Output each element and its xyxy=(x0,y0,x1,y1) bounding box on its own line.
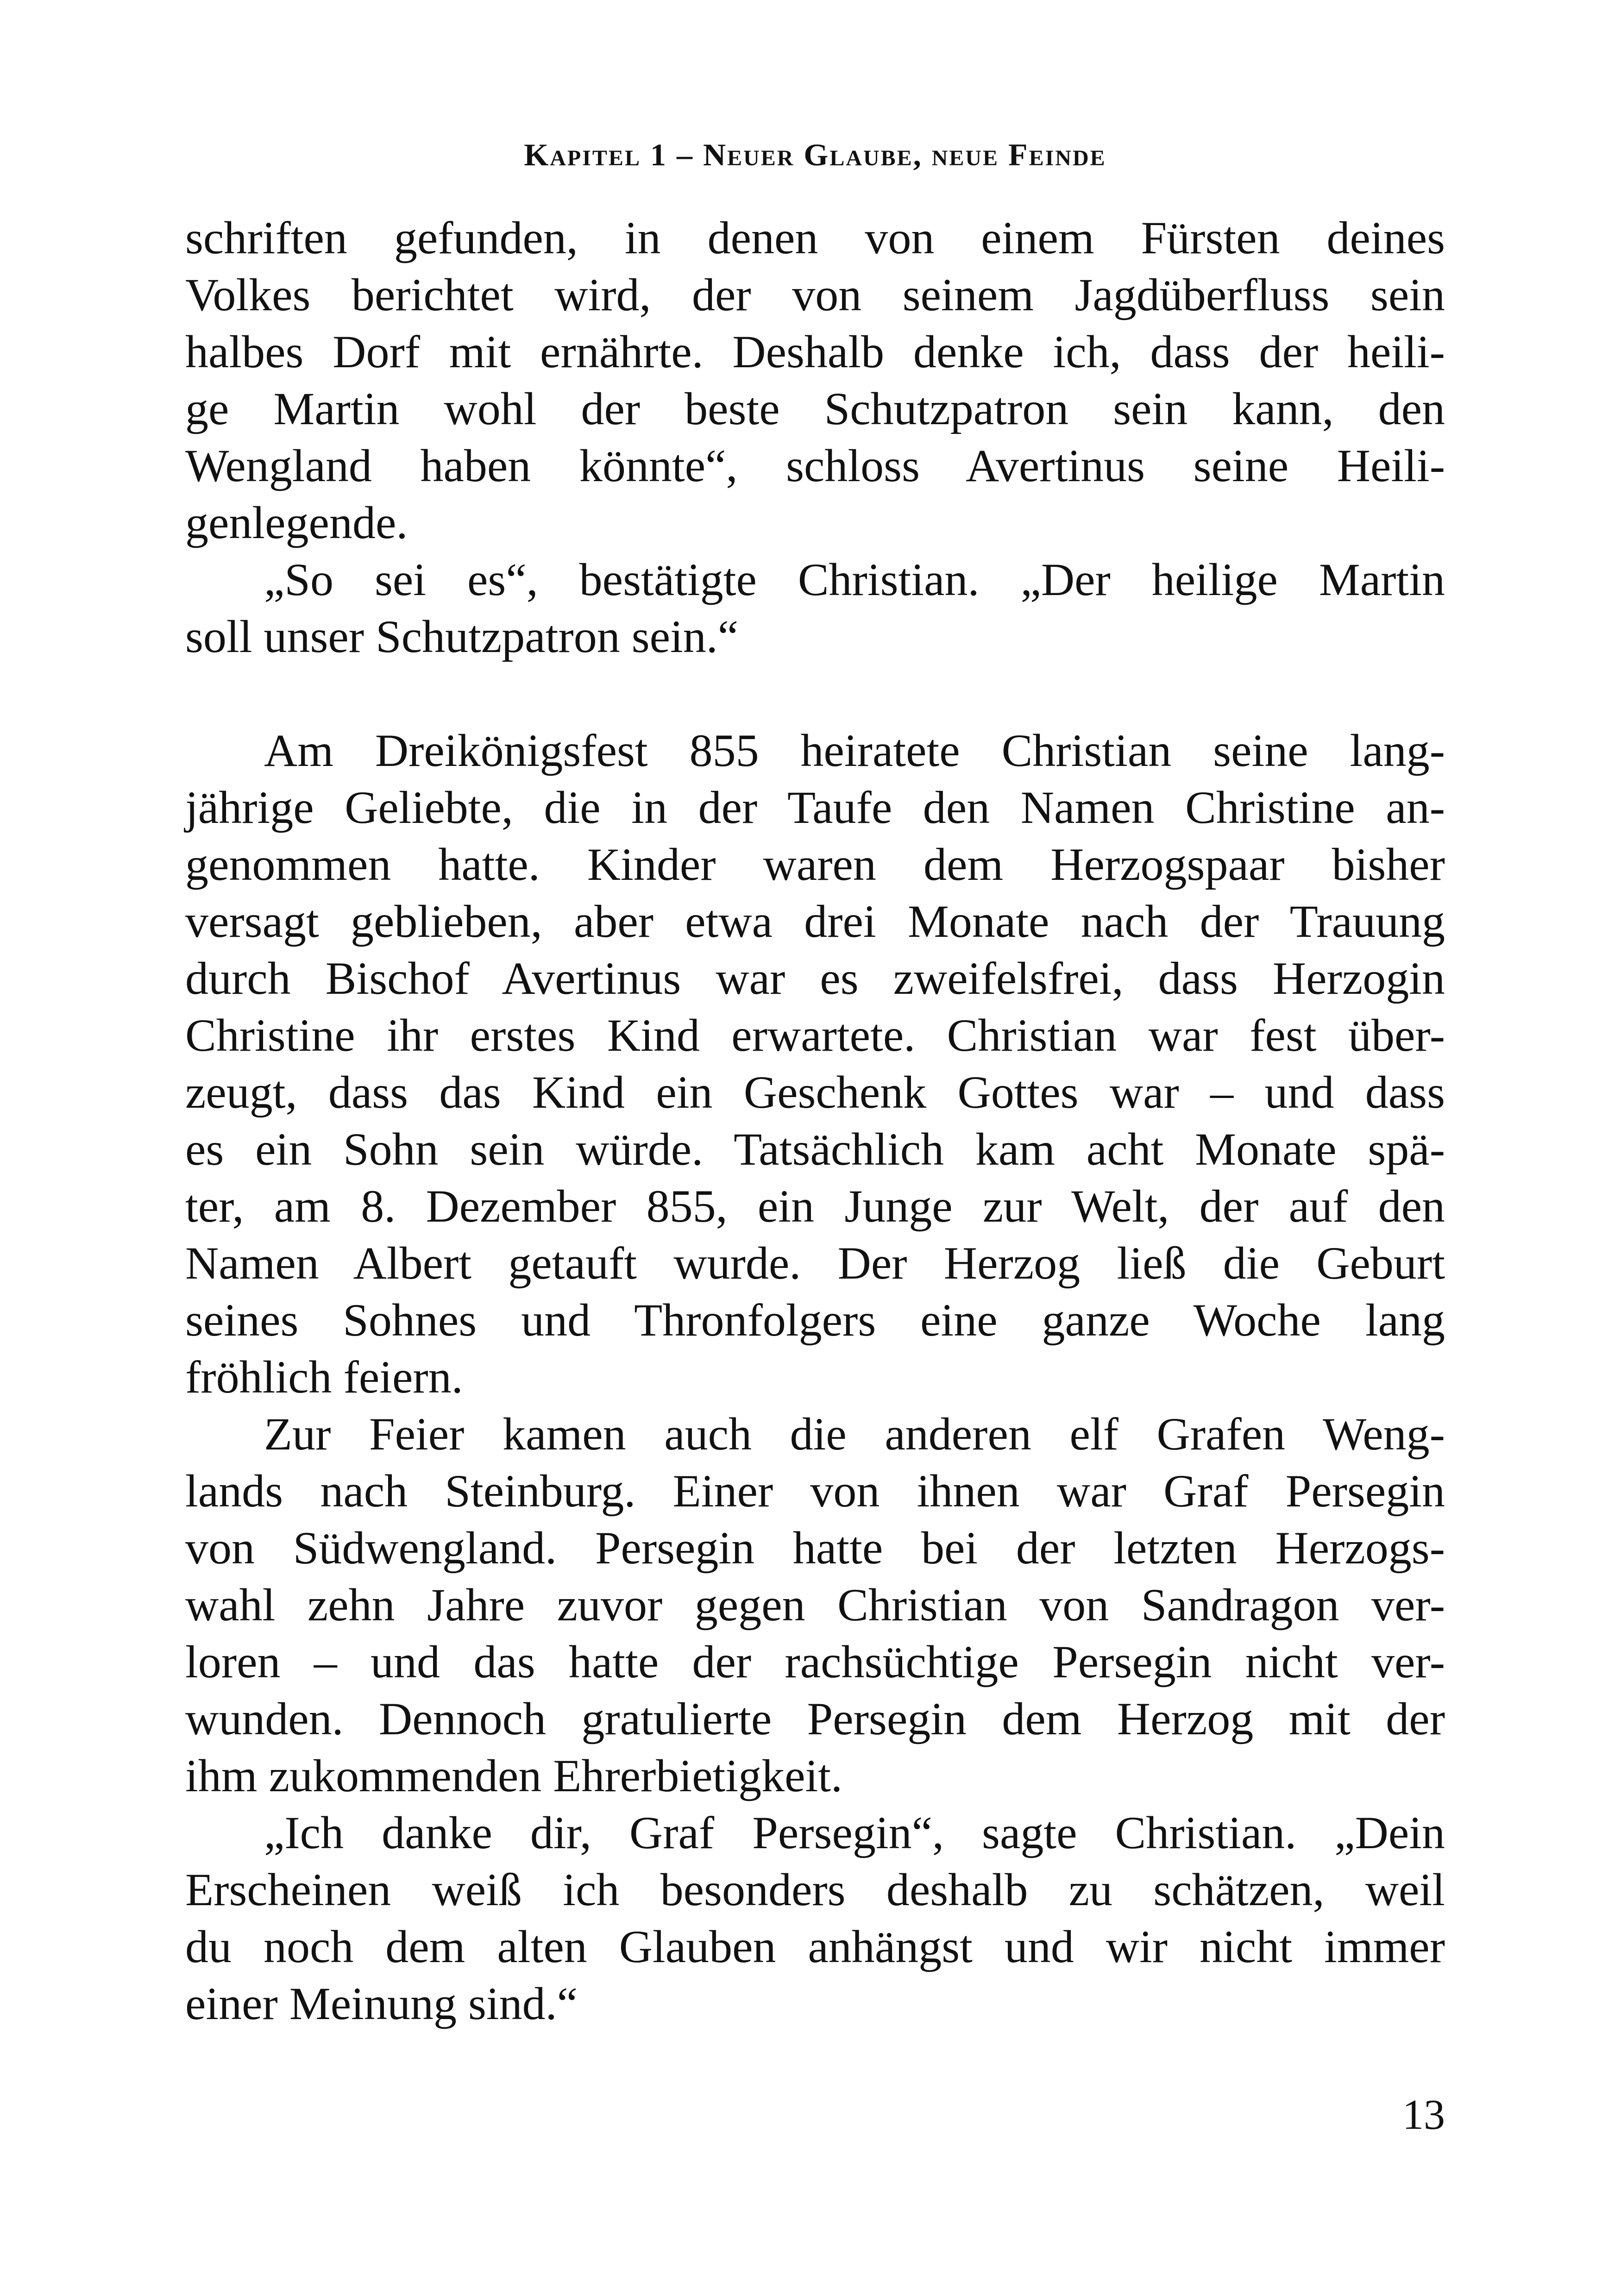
text-line: Erscheinen weiß ich besonders deshalb zu schätzen, weil xyxy=(185,1864,1445,1915)
text-line: Namen Albert getauft wurde. Der Herzog ließ die Geburt xyxy=(185,1237,1445,1289)
body-text xyxy=(185,209,1445,2032)
text-line: Christine ihr erstes Kind erwartete. Christian war fest über- xyxy=(185,1010,1445,1061)
text-line: ter, am 8. Dezember 855, ein Junge zur Welt, der auf den xyxy=(185,1180,1445,1232)
text-line: Zur Feier kamen auch die anderen elf Grafen Weng- xyxy=(264,1408,1445,1460)
section-break xyxy=(185,665,1445,722)
text-line: von Südwengland. Persegin hatte bei der letzten Herzogs- xyxy=(185,1522,1445,1574)
text-line: du noch dem alten Glauben anhängst und wir nicht immer xyxy=(185,1921,1445,1972)
text-line: soll unser Schutzpatron sein.“ xyxy=(185,611,739,662)
text-line: seines Sohnes und Thronfolgers eine ganze Woche lang xyxy=(185,1294,1445,1346)
text-line: schriften gefunden, in denen von einem Fürsten deines xyxy=(185,212,1445,263)
paragraph-4 xyxy=(185,1405,1445,1804)
text-line: Volkes berichtet wird, der von seinem Jagdüberfluss sein xyxy=(185,269,1445,320)
paragraph-2 xyxy=(185,551,1445,665)
text-line: fröhlich feiern. xyxy=(185,1351,463,1403)
text-line: Wengland haben könnte“, schloss Avertinus seine Heili- xyxy=(185,440,1445,491)
text-line: „So sei es“, bestätigte Christian. „Der heilige Martin xyxy=(264,554,1445,605)
paragraph-5 xyxy=(185,1804,1445,2032)
text-line: durch Bischof Avertinus war es zweifelsfrei, dass Herzogin xyxy=(185,953,1445,1004)
text-line: genlegende. xyxy=(185,497,408,548)
text-line: es ein Sohn sein würde. Tatsächlich kam acht Monate spä- xyxy=(185,1123,1445,1175)
text-line: „Ich danke dir, Graf Persegin“, sagte Christian. „Dein xyxy=(264,1807,1445,1858)
text-line: genommen hatte. Kinder waren dem Herzogspaar bisher xyxy=(185,839,1445,890)
text-line: halbes Dorf mit ernährte. Deshalb denke ich, dass der heili- xyxy=(185,326,1445,377)
text-line: wahl zehn Jahre zuvor gegen Christian von Sandragon ver- xyxy=(185,1579,1445,1631)
text-line: Am Dreikönigsfest 855 heiratete Christian seine lang- xyxy=(264,725,1445,776)
page-number: 13 xyxy=(1402,2091,1445,2138)
text-line: ihm zukommenden Ehrerbietigkeit. xyxy=(185,1750,843,1801)
text-line: loren – und das hatte der rachsüchtige Persegin nicht ver- xyxy=(185,1636,1445,1687)
text-line: ge Martin wohl der beste Schutzpatron sein kann, den xyxy=(185,383,1445,434)
text-line: versagt geblieben, aber etwa drei Monate nach der Trauung xyxy=(185,896,1445,947)
running-header: Kapitel 1 – Neuer Glaube, neue Feinde xyxy=(524,137,1106,172)
text-line: jährige Geliebte, die in der Taufe den Namen Christine an- xyxy=(185,782,1445,833)
text-line: lands nach Steinburg. Einer von ihnen war Graf Persegin xyxy=(185,1465,1445,1517)
text-line: zeugt, dass das Kind ein Geschenk Gottes war – und dass xyxy=(185,1066,1445,1118)
text-line: einer Meinung sind.“ xyxy=(185,1978,578,2029)
paragraph-1 xyxy=(185,209,1445,551)
paragraph-3 xyxy=(185,722,1445,1405)
text-line: wunden. Dennoch gratulierte Persegin dem Herzog mit der xyxy=(185,1693,1445,1744)
